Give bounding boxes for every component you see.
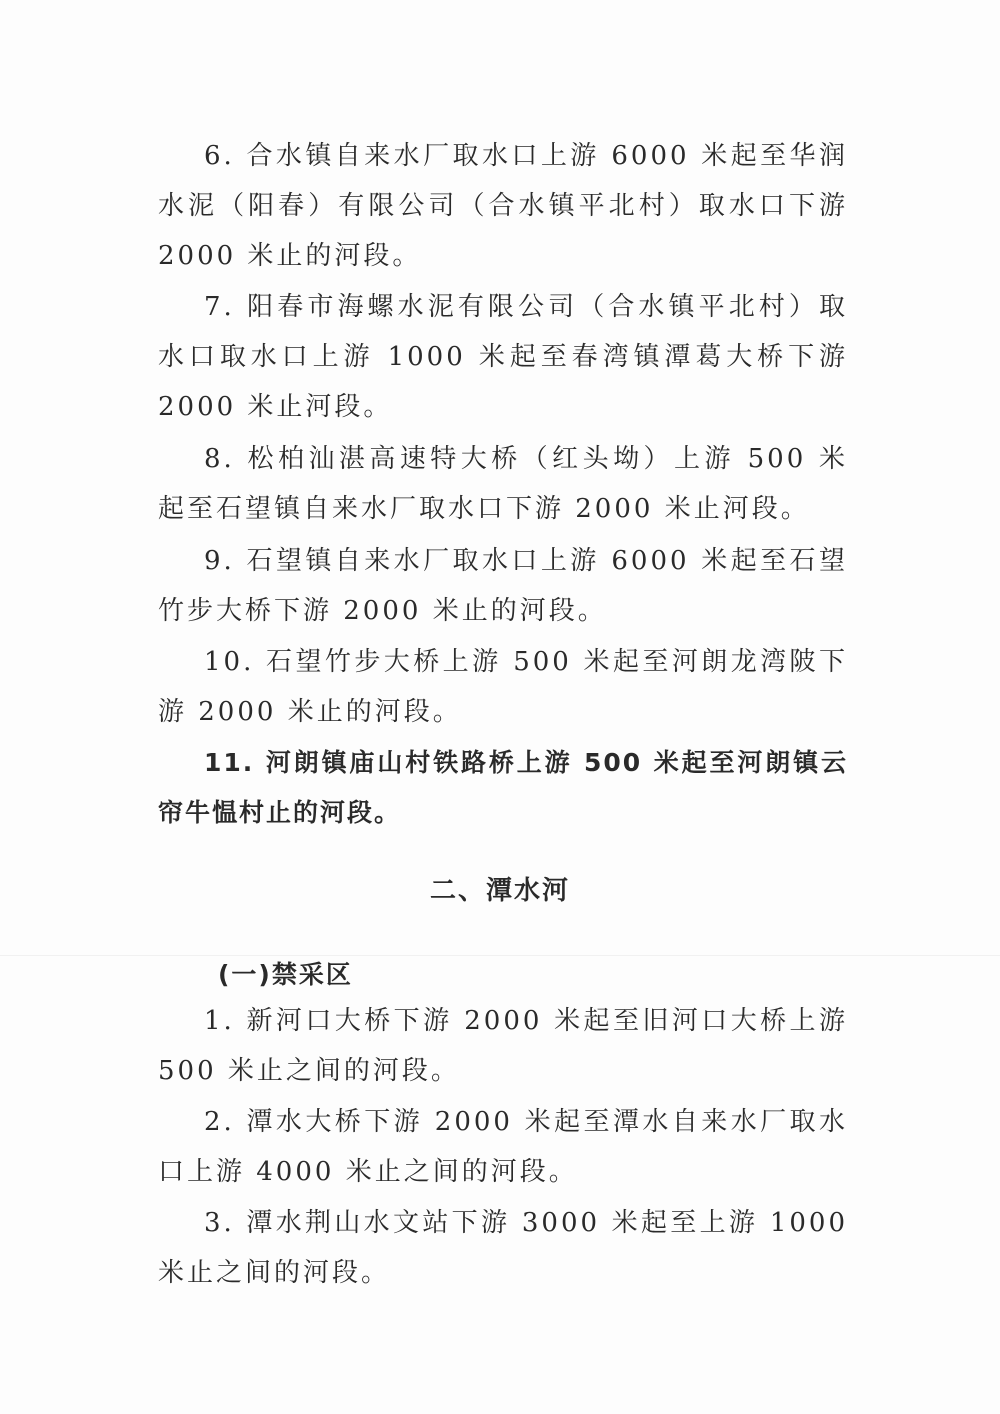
scan-divider (0, 955, 1000, 956)
list-item-10: 10. 石望竹步大桥上游 500 米起至河朗龙湾陂下游 2000 米止的河段。 (158, 647, 848, 727)
list-item-3: 3. 潭水荆山水文站下游 3000 米起至上游 1000 米止之间的河段。 (158, 1208, 848, 1288)
subheading-no-mining-zone: (一)禁采区 (218, 960, 353, 989)
list-item-2: 2. 潭水大桥下游 2000 米起至潭水自来水厂取水口上游 4000 米止之间的河段。 (158, 1107, 848, 1187)
section-heading-tanshui-river: 二、潭水河 (429, 876, 570, 906)
list-item-9: 9. 石望镇自来水厂取水口上游 6000 米起至石望竹步大桥下游 2000 米止的河段。 (158, 546, 848, 626)
list-item-6: 6. 合水镇自来水厂取水口上游 6000 米起至华润水泥（阳春）有限公司（合水镇平北村）取水口下游 2000 米止的河段。 (158, 141, 848, 271)
list-item-8: 8. 松柏汕湛高速特大桥（红头坳）上游 500 米起至石望镇自来水厂取水口下游 2000 米止河段。 (158, 444, 848, 524)
list-item-7: 7. 阳春市海螺水泥有限公司（合水镇平北村）取水口取水口上游 1000 米起至春湾镇潭葛大桥下游 2000 米止河段。 (158, 292, 848, 422)
list-item-11: 11. 河朗镇庙山村铁路桥上游 500 米起至河朗镇云帘牛愠村止的河段。 (158, 748, 848, 827)
list-item-1: 1. 新河口大桥下游 2000 米起至旧河口大桥上游 500 米止之间的河段。 (158, 1006, 848, 1086)
